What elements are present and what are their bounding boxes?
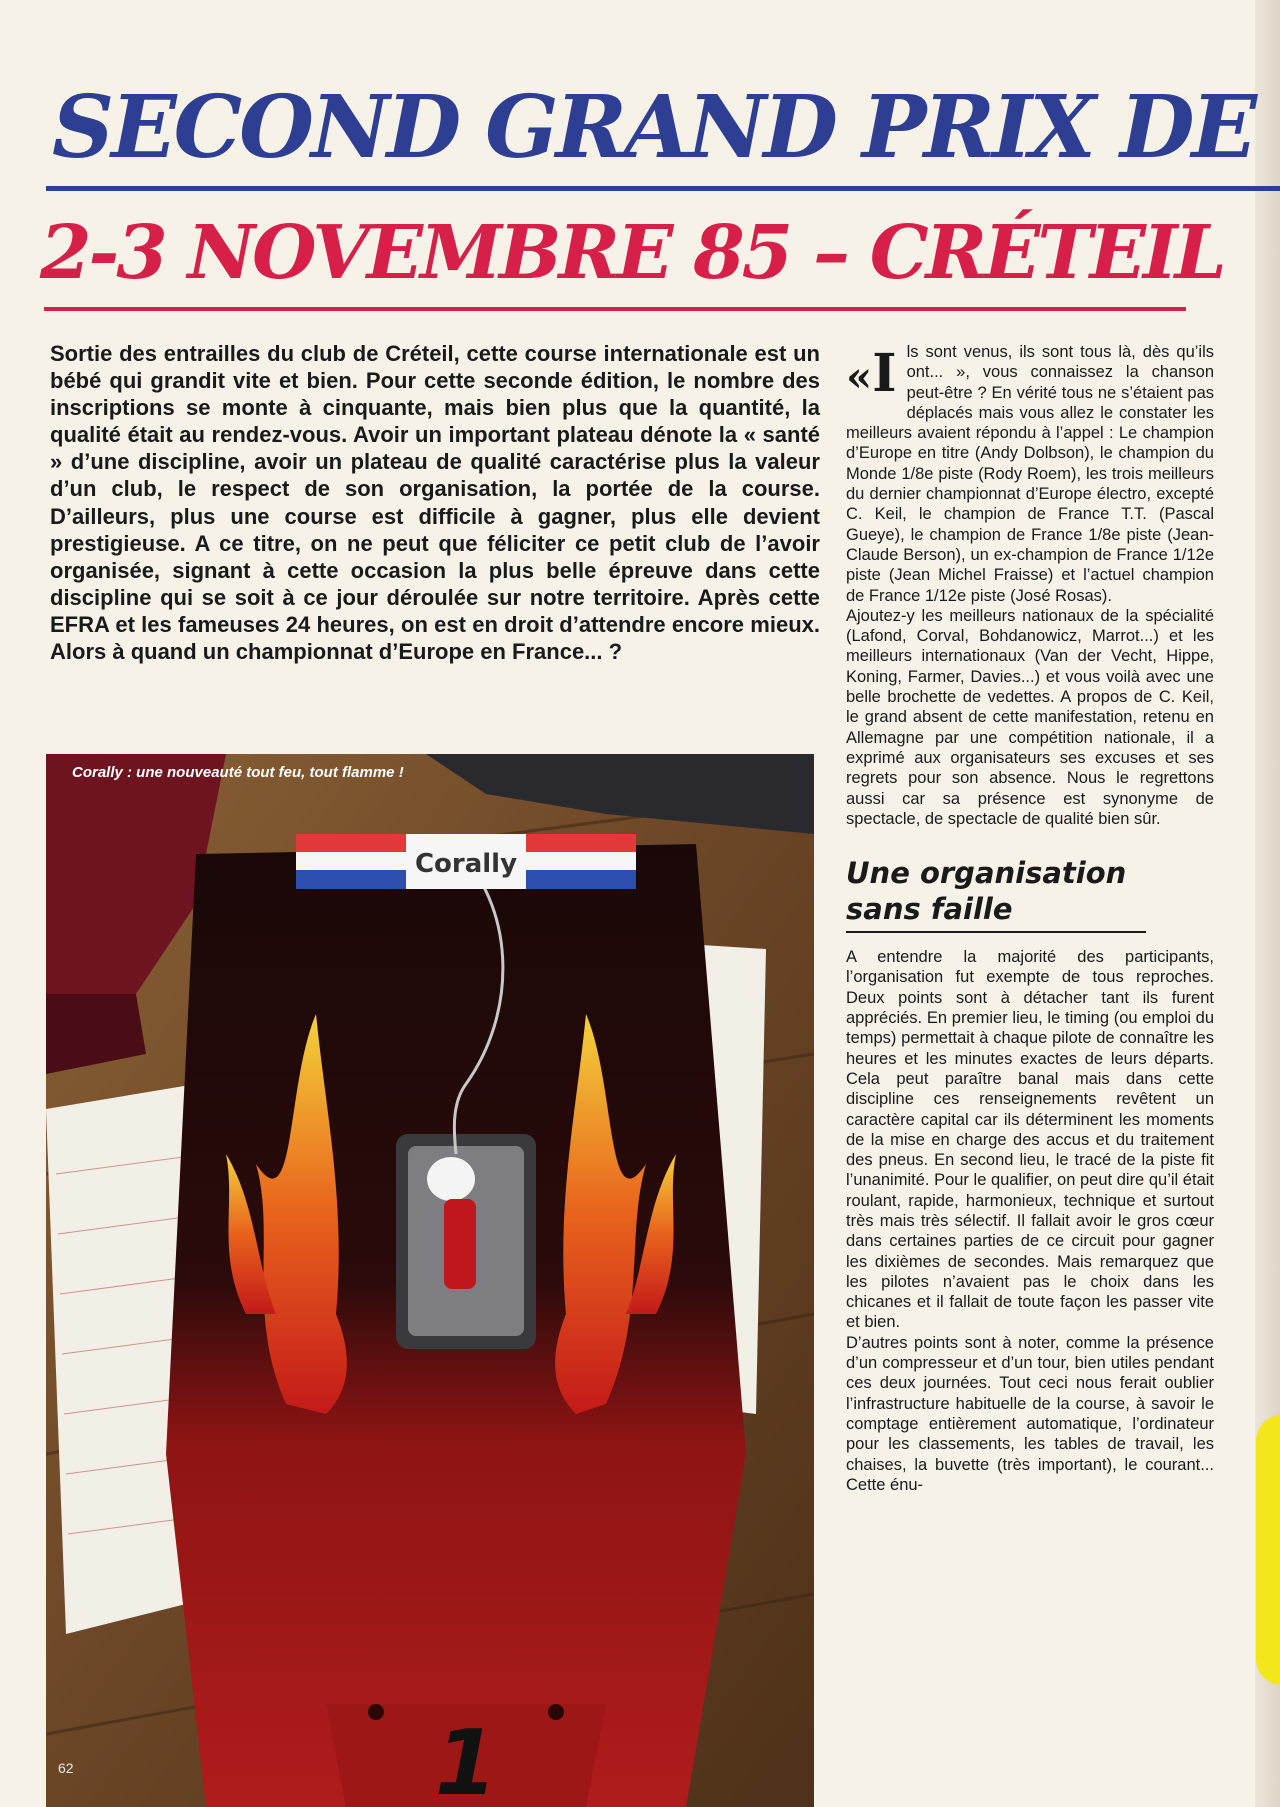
section-subheading: Une organisation sans faille [846,855,1146,933]
article-paragraph-1: ls sont venus, ils sont tous là, dès qu’ils ont... », vous connaissez la chanson peut-être ? En vérité tous ne s’étaient pas déplacés mais vous allez le constater les meilleurs avaient répondu à l’appel : Le champion d’Europe en titre (Andy Dolbson), le champion du Monde 1/8e piste (Rody Roem), les trois meilleurs du dernier championnat d’Europe électro, excepté C. Keil, le champion de France T.T. (Pascal Gueye), le champion de France 1/8e piste (Jean-Claude Berson), un ex-champion de France 1/12e piste (Jean Michel Fraisse) et l’actuel champion de France 1/12e piste (José Rosas). [846,343,1214,605]
drop-cap [846,344,897,407]
car-number: 1 [434,1711,498,1807]
drop-cap-letter: I [872,343,897,404]
blue-rule [46,186,1280,191]
article-column [846,342,1214,1495]
red-rule [44,307,1186,311]
guillemet-mark: « [846,352,867,401]
article-paragraph-2: Ajoutez-y les meilleurs nationaux de la spécialité (Lafond, Corval, Bohdanowicz, Marrot...) et les meilleurs internationaux (Van der Vecht, Hippe, Koning, Farmer, Davies...) et vous voilà avec une belle brochette de vedettes. A propos de C. Keil, le grand absent de cette manifestation, retenu en Allemagne par une compétition nationale, il a exprimé aux organisateurs ses excuses et ses regrets pour son absence. Nous le regrettons aussi car sa présence est synonyme de spectacle, de spectacle de qualité bien sûr. [846,606,1214,828]
page-number: 62 [58,1760,74,1776]
page-title-line2: 2-3 NOVEMBRE 85 – CRÉTEIL [40,210,1224,296]
photo-caption: Corally : une nouveauté tout feu, tout flamme ! [72,764,404,781]
corally-decal: Corally [414,849,518,879]
race-car-photo [46,754,814,1807]
article-paragraph-3: A entendre la majorité des participants, l’organisation fut exempte de tous reproches. Deux points sont à détacher tant ils furent appréciés. En premier lieu, le timing (ou emploi du temps) permettait à chaque pilote de connaître les heures et les minutes exactes de leurs départs. Cela peut paraître banal mais dans cette discipline ces renseignements revêtent un caractère capital car ils déterminent les moments de la mise en charge des accus et du traitement des pneus. En second lieu, le tracé de la piste fit l’unanimité. Pour le qualifier, on peut dire qu’il était roulant, rapide, harmonieux, technique et surtout très mais très sélectif. Il fallait avoir le gros cœur dans certaines parties de ce circuit pour gagner les dixièmes de secondes. Mais remarquez que les pilotes n’avaient pas le choix dans les chicanes et il fallait de toute façon les passer vite et bien. [846,948,1214,1332]
photo-illustration [46,754,814,1807]
yellow-page-tab [1256,1415,1280,1685]
article-paragraph-4: D’autres points sont à noter, comme la présence d’un compresseur et d’un tour, bien utiles pendant ces deux journées. Tout ceci nous ferait oublier l’infrastructure habituelle de la course, à savoir le comptage entièrement automatique, l’ordinateur pour les classements, les tables de travail, les chaises, la buvette (très important), le courant... Cette énu- [846,1333,1214,1494]
intro-paragraph: Sortie des entrailles du club de Créteil, cette course internationale est un bébé qui grandit vite et bien. Pour cette seconde édition, le nombre des inscriptions se monte à cinquante, mais bien plus que la quantité, la qualité était au rendez-vous. Avoir un important plateau dénote la « santé » d’une discipline, avoir un plateau de qualité caractérise plus la valeur d’un club, le respect de son organisation, la portée de la course. D’ailleurs, plus une course est difficile à gagner, plus elle devient prestigieuse. A ce titre, on ne peut que féliciter ce petit club de l’avoir organisée, signant à cette occasion la plus belle épreuve dans cette discipline qui se soit à ce jour déroulée sur notre territoire. Après cette EFRA et les fameuses 24 heures, on est en droit d’attendre encore mieux. Alors à quand un championnat d’Europe en France... ? [50,341,820,665]
page-title-line1: SECOND GRAND PRIX DE [52,77,1255,178]
